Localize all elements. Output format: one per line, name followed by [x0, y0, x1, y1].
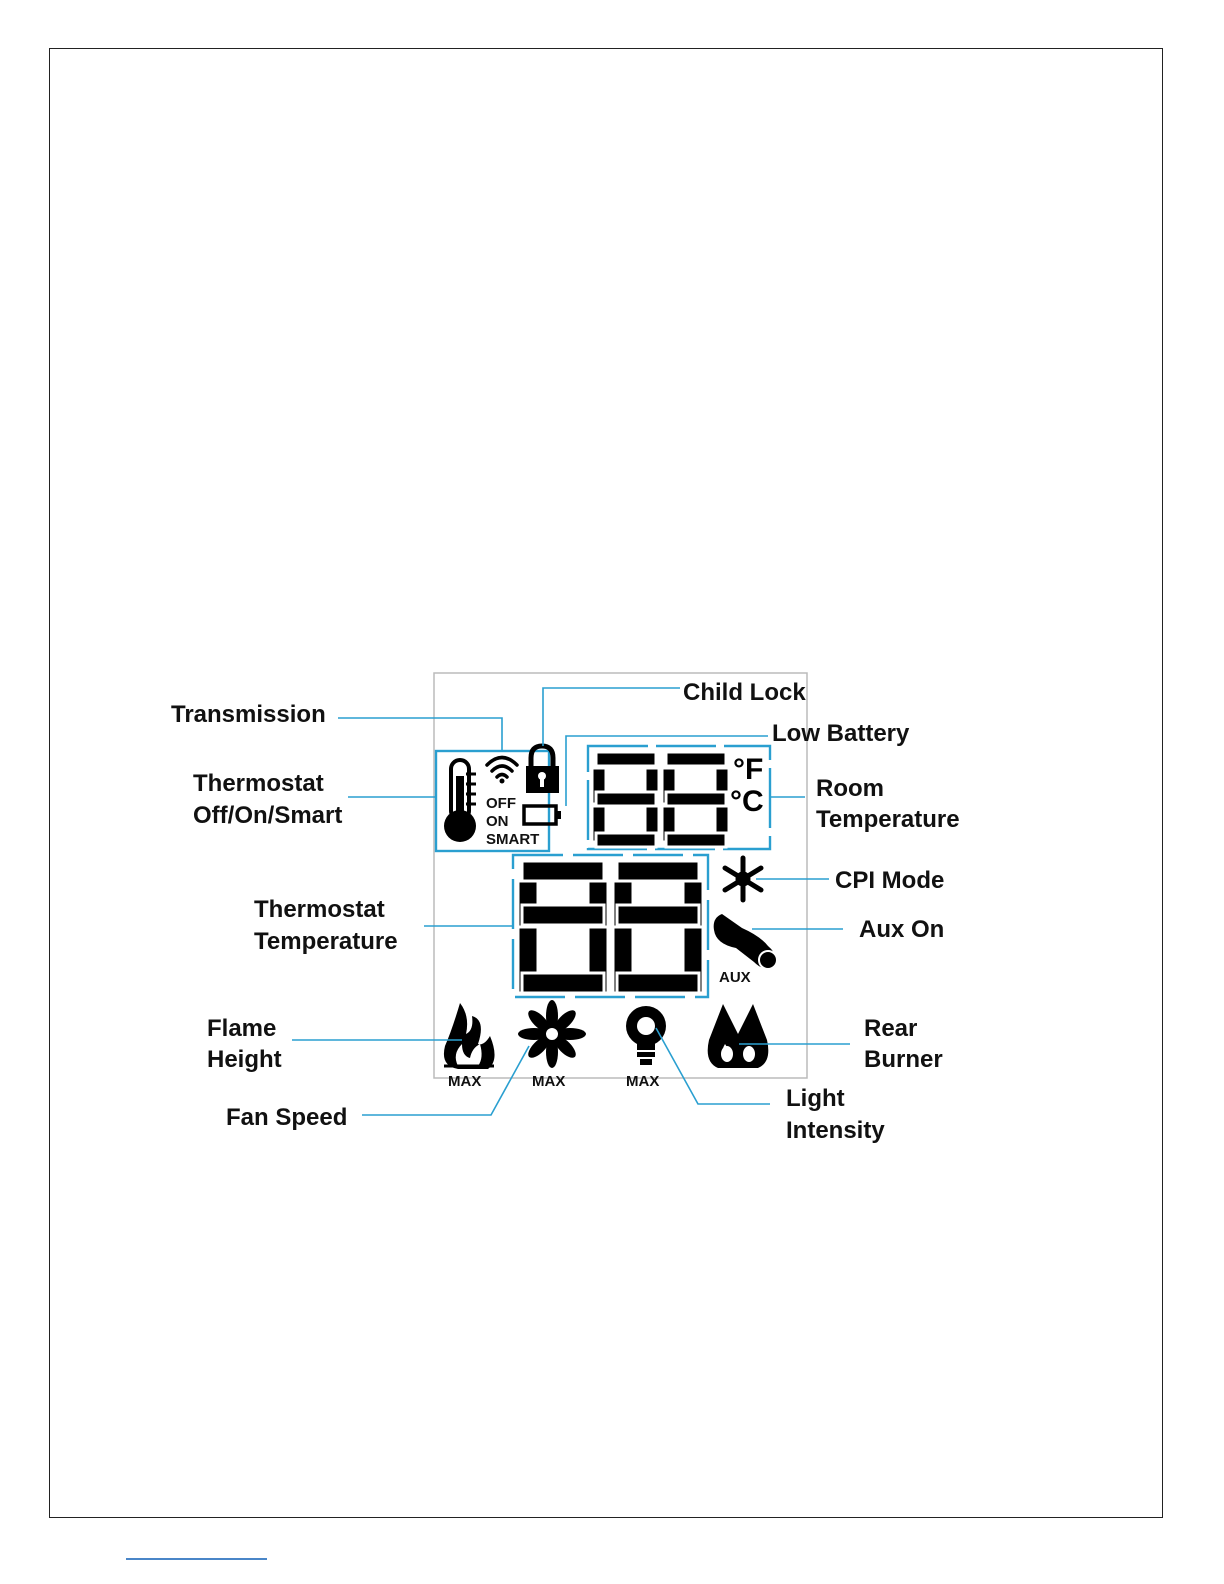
- label-flame-height-line1: Flame: [207, 1015, 277, 1042]
- label-thermostat-mode-line2: Off/On/Smart: [193, 802, 343, 829]
- label-aux-on: Aux On: [859, 916, 945, 943]
- thermostat-temp-digit-2: [613, 861, 703, 993]
- label-fan-speed: Fan Speed: [226, 1104, 348, 1131]
- label-cpi-mode: CPI Mode: [835, 867, 945, 894]
- room-temp-digit-1: [592, 752, 659, 847]
- label-transmission: Transmission: [171, 701, 326, 728]
- label-room-temp-line2: Temperature: [816, 806, 960, 833]
- label-thermostat-temp-line1: Thermostat: [254, 896, 385, 923]
- label-light-intensity-line2: Intensity: [786, 1117, 885, 1144]
- rear-burner-icon: [708, 1004, 769, 1068]
- snowflake-icon: [725, 858, 761, 900]
- leader-child-lock: [543, 688, 680, 746]
- label-light-intensity-line1: Light: [786, 1085, 845, 1112]
- flame-icon: [444, 1003, 495, 1069]
- mode-on-text: ON: [486, 813, 509, 830]
- flame-max-text: MAX: [448, 1073, 482, 1090]
- room-temp-digit-2: [662, 752, 729, 847]
- fan-icon: [518, 1000, 586, 1068]
- unit-celsius: °C: [730, 785, 764, 818]
- thermometer-icon: [444, 760, 476, 842]
- mode-smart-text: SMART: [486, 831, 540, 848]
- wifi-icon: [487, 758, 517, 784]
- fan-max-text: MAX: [532, 1073, 566, 1090]
- battery-icon: [524, 806, 561, 824]
- thermostat-temp-digit-1: [518, 861, 608, 993]
- unit-fahrenheit: °F: [733, 753, 764, 786]
- label-thermostat-mode-line1: Thermostat: [193, 770, 324, 797]
- leader-transmission: [338, 718, 502, 752]
- light-max-text: MAX: [626, 1073, 660, 1090]
- mode-off-text: OFF: [486, 795, 516, 812]
- label-room-temp-line1: Room: [816, 775, 884, 802]
- label-flame-height-line2: Height: [207, 1046, 282, 1073]
- aux-text: AUX: [719, 969, 751, 986]
- label-rear-burner-line1: Rear: [864, 1015, 918, 1042]
- aux-hand-icon: [714, 914, 777, 969]
- label-low-battery: Low Battery: [772, 720, 910, 747]
- label-thermostat-temp-line2: Temperature: [254, 928, 398, 955]
- lock-icon: [526, 746, 559, 793]
- label-child-lock: Child Lock: [683, 679, 806, 706]
- label-rear-burner-line2: Burner: [864, 1046, 943, 1073]
